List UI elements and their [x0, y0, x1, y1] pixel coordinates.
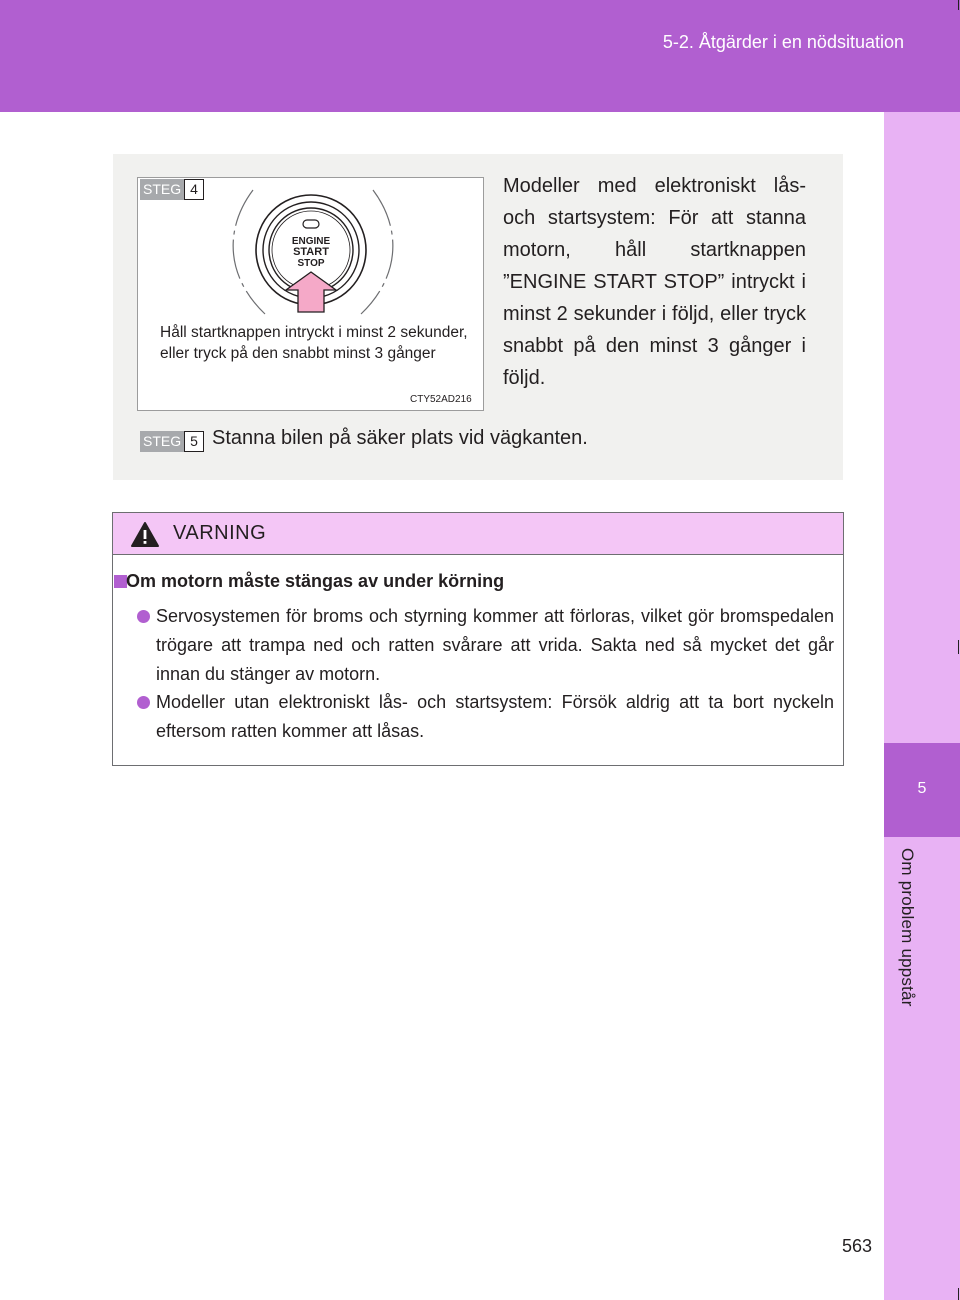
engine-start-stop-button-illustration	[223, 182, 403, 320]
step-4-badge	[140, 179, 204, 200]
crop-mark	[958, 0, 959, 10]
step-badge-word: STEG	[140, 179, 184, 200]
warning-triangle-icon	[130, 521, 160, 549]
warning-title: VARNING	[173, 522, 267, 544]
crop-mark	[958, 640, 959, 654]
bullet-dot-icon	[137, 696, 150, 709]
crop-mark	[958, 1288, 959, 1300]
step-badge-number: 5	[184, 431, 204, 452]
step-badge-word: STEG	[140, 431, 184, 452]
step-4-text: Modeller med elektroniskt lås- och startsystem: För att stanna motorn, håll startknappen ”ENGINE START STOP” intryckt i minst 2 sekunder i följd, eller tryck snabbt på den minst 3 gånger i följd.	[503, 175, 806, 389]
warning-item: Servosystemen för broms och styrning kommer att förloras, vilket gör bromspedalen trögare att trampa ned och ratten svårare att vrida. Sakta ned så mycket det går innan du stänger av motorn.	[156, 606, 834, 684]
button-label-engine: ENGINE	[291, 236, 331, 247]
page-number: 563	[841, 1236, 872, 1256]
chapter-side-tab	[884, 112, 960, 1300]
warning-item: Modeller utan elektroniskt lås- och startsystem: Försök aldrig att ta bort nyckeln eftersom ratten kommer att låsas.	[156, 692, 834, 741]
chapter-label: Om problem uppstår	[898, 848, 917, 1007]
step-5-badge	[140, 431, 204, 452]
figure-image-code: CTY52AD216	[410, 394, 472, 405]
button-label-start: START	[293, 246, 329, 258]
warning-header	[113, 513, 843, 555]
step-5-text: Stanna bilen på säker plats vid vägkanten.	[212, 427, 588, 449]
warning-heading: Om motorn måste stängas av under körning	[126, 571, 505, 591]
section-title: 5-2. Åtgärder i en nödsituation	[662, 32, 904, 52]
button-label-stop: STOP	[297, 258, 325, 269]
bullet-dot-icon	[137, 610, 150, 623]
figure-caption: Håll startknappen intryckt i minst 2 sekunder, eller tryck på den snabbt minst 3 gånger	[160, 324, 468, 362]
chapter-number: 5	[917, 780, 927, 797]
page-header	[0, 0, 960, 112]
step-badge-number: 4	[184, 179, 204, 200]
